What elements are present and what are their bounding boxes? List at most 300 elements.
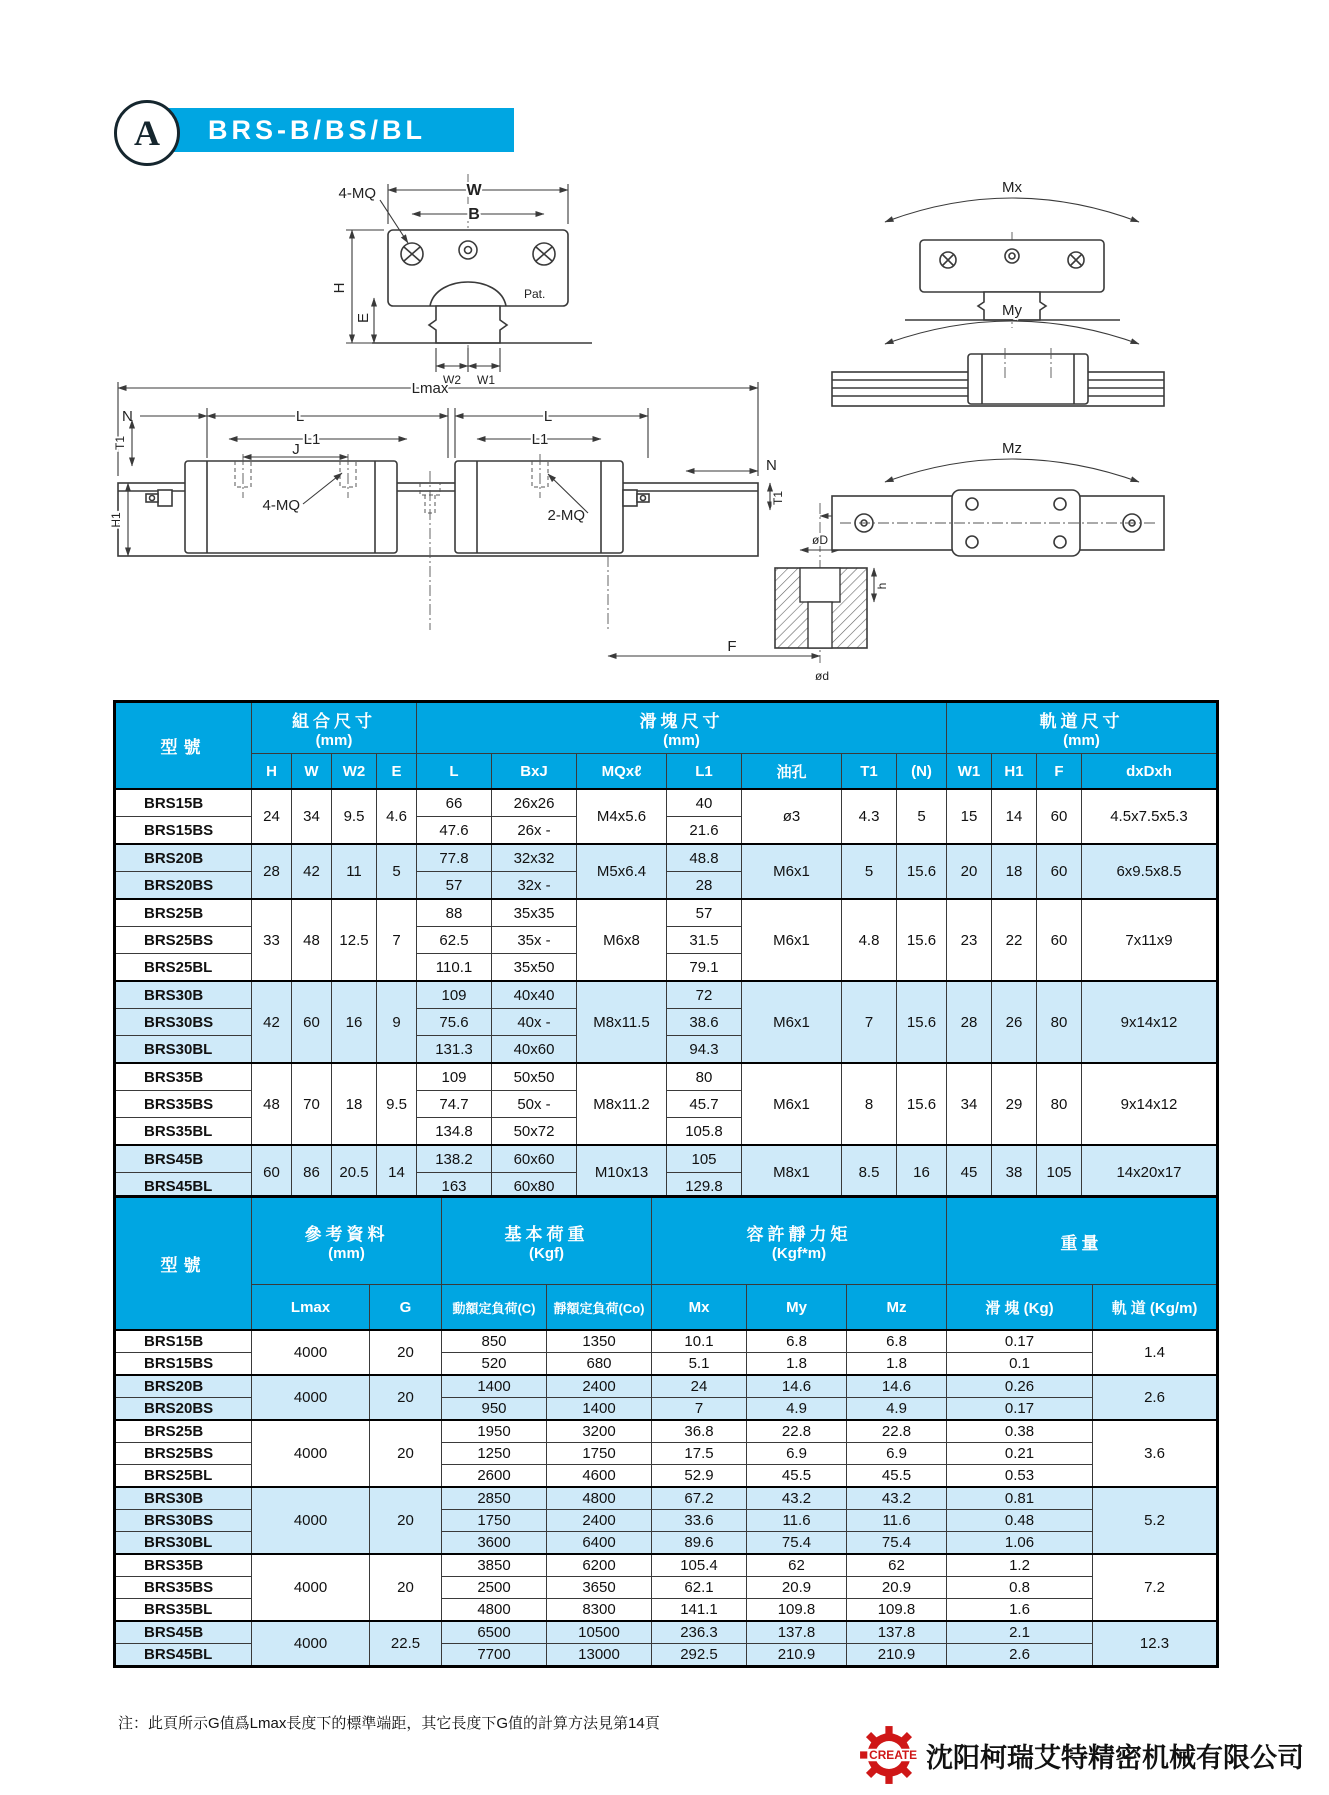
cell: 141.1 bbox=[652, 1599, 747, 1622]
table-row bbox=[115, 1487, 1218, 1510]
group-header-static-moment: 容許靜力矩 (Kgf*m) bbox=[652, 1197, 947, 1285]
cell: 66 bbox=[417, 789, 492, 817]
cell: 48 bbox=[252, 1063, 292, 1145]
cell: 6.8 bbox=[847, 1330, 947, 1353]
cell: M6x1 bbox=[742, 844, 842, 899]
cell: 0.53 bbox=[947, 1465, 1093, 1488]
cell: 5 bbox=[377, 844, 417, 899]
table-row bbox=[115, 1330, 1218, 1353]
cell: 32x - bbox=[492, 872, 577, 900]
cell: 15.6 bbox=[897, 981, 947, 1063]
table-row bbox=[115, 1145, 1218, 1173]
dim-label-l1-right: L1 bbox=[531, 431, 549, 448]
cell: 軌 道 (Kg/m) bbox=[1093, 1285, 1218, 1331]
model-cell: BRS45BL bbox=[115, 1644, 252, 1667]
cell: 7.2 bbox=[1093, 1554, 1218, 1621]
cell: 86 bbox=[292, 1145, 332, 1201]
model-cell: BRS15BS bbox=[115, 1353, 252, 1376]
model-cell: BRS35B bbox=[115, 1063, 252, 1091]
cell: 109 bbox=[417, 1063, 492, 1091]
create-logo-text: CREATE bbox=[869, 1748, 918, 1763]
cell: 1750 bbox=[442, 1510, 547, 1532]
cell: 1.8 bbox=[747, 1353, 847, 1376]
cell: 35x - bbox=[492, 927, 577, 954]
moment-label-mz: Mz bbox=[1002, 440, 1022, 457]
cell: 5 bbox=[897, 789, 947, 844]
cell: 4000 bbox=[252, 1330, 370, 1375]
cell: 42 bbox=[292, 844, 332, 899]
cell: 105.8 bbox=[667, 1118, 742, 1146]
cell: 129.8 bbox=[667, 1173, 742, 1201]
page-title: BRS-B/BS/BL bbox=[208, 115, 426, 145]
cell: 94.3 bbox=[667, 1036, 742, 1064]
cell: 60 bbox=[252, 1145, 292, 1201]
model-cell: BRS20B bbox=[115, 844, 252, 872]
dim-label-4mq-side: 4-MQ bbox=[262, 497, 300, 514]
cell: 14x20x17 bbox=[1082, 1145, 1218, 1201]
cell: 4000 bbox=[252, 1621, 370, 1667]
cell: 32x32 bbox=[492, 844, 577, 872]
cell: M4x5.6 bbox=[577, 789, 667, 844]
cell: 1250 bbox=[442, 1443, 547, 1465]
model-cell: BRS25BS bbox=[115, 1443, 252, 1465]
cell: dxDxh bbox=[1082, 754, 1218, 790]
cell: M8x1 bbox=[742, 1145, 842, 1201]
cell: 1950 bbox=[442, 1420, 547, 1443]
cell: 16 bbox=[897, 1145, 947, 1201]
cell: M6x8 bbox=[577, 899, 667, 981]
moment-label-mx: Mx bbox=[1002, 179, 1022, 196]
dim-label-l-left: L bbox=[295, 408, 305, 425]
model-cell: BRS20BS bbox=[115, 872, 252, 900]
cell: 1.6 bbox=[947, 1599, 1093, 1622]
cell: 105 bbox=[667, 1145, 742, 1173]
cell: 20 bbox=[370, 1330, 442, 1375]
cell: 26x - bbox=[492, 817, 577, 845]
cell: 60 bbox=[1037, 844, 1082, 899]
patent-label: Pat. bbox=[524, 287, 546, 301]
cell: 680 bbox=[547, 1353, 652, 1376]
cell: 26 bbox=[992, 981, 1037, 1063]
cell: 4000 bbox=[252, 1375, 370, 1420]
model-cell: BRS30B bbox=[115, 1487, 252, 1510]
cell: 10.1 bbox=[652, 1330, 747, 1353]
cell: 57 bbox=[667, 899, 742, 927]
cell: 1.4 bbox=[1093, 1330, 1218, 1375]
cell: 80 bbox=[1037, 981, 1082, 1063]
cell: W1 bbox=[947, 754, 992, 790]
cell: 14 bbox=[992, 789, 1037, 844]
cell: 105.4 bbox=[652, 1554, 747, 1577]
dimensions-table bbox=[113, 700, 1219, 1202]
group-header-basic-load: 基本荷重 (Kgf) bbox=[442, 1197, 652, 1285]
cell: BxJ bbox=[492, 754, 577, 790]
cell: 4.8 bbox=[842, 899, 897, 981]
cell: 45.7 bbox=[667, 1091, 742, 1118]
cell: 動額定負荷(C) bbox=[442, 1285, 547, 1331]
cell: 137.8 bbox=[747, 1621, 847, 1644]
cell: L1 bbox=[667, 754, 742, 790]
dim-label-t1-left: T1 bbox=[113, 435, 127, 451]
cell: 20 bbox=[370, 1554, 442, 1621]
model-cell: BRS15BS bbox=[115, 817, 252, 845]
cell: 1.06 bbox=[947, 1532, 1093, 1555]
cell: 0.1 bbox=[947, 1353, 1093, 1376]
cell: 34 bbox=[292, 789, 332, 844]
cell: 4800 bbox=[442, 1599, 547, 1622]
cell: 5.1 bbox=[652, 1353, 747, 1376]
moment-diagrams bbox=[832, 179, 1164, 556]
cell: 22.8 bbox=[847, 1420, 947, 1443]
cell: 8.5 bbox=[842, 1145, 897, 1201]
dim-label-w2: W2 bbox=[443, 373, 461, 387]
cell: E bbox=[377, 754, 417, 790]
cell: 72 bbox=[667, 981, 742, 1009]
cell: 15.6 bbox=[897, 1063, 947, 1145]
cell: 24 bbox=[652, 1375, 747, 1398]
cell: 1350 bbox=[547, 1330, 652, 1353]
cell: 11 bbox=[332, 844, 377, 899]
cell: 89.6 bbox=[652, 1532, 747, 1555]
cell: 20.9 bbox=[847, 1577, 947, 1599]
dim-label-l-right: L bbox=[543, 408, 553, 425]
cell: 3200 bbox=[547, 1420, 652, 1443]
cell: 滑 塊 (Kg) bbox=[947, 1285, 1093, 1331]
cell: 3850 bbox=[442, 1554, 547, 1577]
cell: 4000 bbox=[252, 1420, 370, 1487]
cell: 14.6 bbox=[747, 1375, 847, 1398]
table-row bbox=[115, 1063, 1218, 1091]
model-cell: BRS30BL bbox=[115, 1532, 252, 1555]
cell: 22 bbox=[992, 899, 1037, 981]
table-row bbox=[115, 844, 1218, 872]
cell: 29 bbox=[992, 1063, 1037, 1145]
cell: ø3 bbox=[742, 789, 842, 844]
cell: 109.8 bbox=[747, 1599, 847, 1622]
cell: 10500 bbox=[547, 1621, 652, 1644]
cell: 2850 bbox=[442, 1487, 547, 1510]
cell: 1.2 bbox=[947, 1554, 1093, 1577]
cell: 62 bbox=[847, 1554, 947, 1577]
create-gear-logo bbox=[858, 1724, 920, 1786]
cell: 14.6 bbox=[847, 1375, 947, 1398]
cell: 48 bbox=[292, 899, 332, 981]
cell: 163 bbox=[417, 1173, 492, 1201]
model-cell: BRS20B bbox=[115, 1375, 252, 1398]
dim-label-w1: W1 bbox=[477, 373, 495, 387]
cell: 62 bbox=[747, 1554, 847, 1577]
cell: 2600 bbox=[442, 1465, 547, 1488]
moment-label-my: My bbox=[1002, 302, 1022, 319]
cell: M10x13 bbox=[577, 1145, 667, 1201]
cell: 8300 bbox=[547, 1599, 652, 1622]
cell: Mx bbox=[652, 1285, 747, 1331]
cell: 134.8 bbox=[417, 1118, 492, 1146]
model-cell: BRS25B bbox=[115, 1420, 252, 1443]
cell: 43.2 bbox=[747, 1487, 847, 1510]
model-cell: BRS25B bbox=[115, 899, 252, 927]
cell: W2 bbox=[332, 754, 377, 790]
cell: 13000 bbox=[547, 1644, 652, 1667]
cell: Lmax bbox=[252, 1285, 370, 1331]
cell: 3.6 bbox=[1093, 1420, 1218, 1487]
cell: 7 bbox=[652, 1398, 747, 1421]
model-cell: BRS30BL bbox=[115, 1036, 252, 1064]
dim-label-h: H bbox=[331, 282, 348, 294]
cell: M6x1 bbox=[742, 899, 842, 981]
dim-label-2mq: 2-MQ bbox=[547, 507, 585, 524]
model-cell: BRS25BL bbox=[115, 1465, 252, 1488]
company-name: 沈阳柯瑞艾特精密机械有限公司 bbox=[926, 1742, 1304, 1773]
cell: M5x6.4 bbox=[577, 844, 667, 899]
cell: 20.5 bbox=[332, 1145, 377, 1201]
cell: 77.8 bbox=[417, 844, 492, 872]
model-cell: BRS30BS bbox=[115, 1009, 252, 1036]
cell: 20 bbox=[370, 1375, 442, 1420]
cell: 1400 bbox=[547, 1398, 652, 1421]
cell: 28 bbox=[947, 981, 992, 1063]
cell: 4.9 bbox=[747, 1398, 847, 1421]
table-row bbox=[115, 981, 1218, 1009]
cell: 7x11x9 bbox=[1082, 899, 1218, 981]
cell: 6400 bbox=[547, 1532, 652, 1555]
cell: 210.9 bbox=[747, 1644, 847, 1667]
cell: 7 bbox=[377, 899, 417, 981]
load-weight-table bbox=[113, 1195, 1219, 1668]
cell: 18 bbox=[332, 1063, 377, 1145]
cell: 0.38 bbox=[947, 1420, 1093, 1443]
cell: 109 bbox=[417, 981, 492, 1009]
cell: W bbox=[292, 754, 332, 790]
cell: 9.5 bbox=[332, 789, 377, 844]
cell: 20 bbox=[947, 844, 992, 899]
cell: 38.6 bbox=[667, 1009, 742, 1036]
cell: 28 bbox=[667, 872, 742, 900]
model-cell: BRS30B bbox=[115, 981, 252, 1009]
cell: 38 bbox=[992, 1145, 1037, 1201]
model-column-header: 型號 bbox=[115, 702, 252, 790]
cell: 2.1 bbox=[947, 1621, 1093, 1644]
dim-label-t1-right: T1 bbox=[771, 490, 785, 506]
cell: 34 bbox=[947, 1063, 992, 1145]
cell: 7700 bbox=[442, 1644, 547, 1667]
cell: 850 bbox=[442, 1330, 547, 1353]
cell: 0.17 bbox=[947, 1398, 1093, 1421]
dim-label-lmax: Lmax bbox=[411, 380, 449, 397]
cell: 50x - bbox=[492, 1091, 577, 1118]
cell: 0.21 bbox=[947, 1443, 1093, 1465]
cell: 3650 bbox=[547, 1577, 652, 1599]
cell: 靜額定負荷(Co) bbox=[547, 1285, 652, 1331]
dim-label-n-right: N bbox=[766, 457, 777, 474]
cell: 6200 bbox=[547, 1554, 652, 1577]
cell: 210.9 bbox=[847, 1644, 947, 1667]
footnote: 注：此頁所示G值爲Lmax長度下的標準端距，其它長度下G值的計算方法見第14頁 bbox=[118, 1715, 660, 1732]
cell: 79.1 bbox=[667, 954, 742, 982]
cell: 60x60 bbox=[492, 1145, 577, 1173]
cell: 45 bbox=[947, 1145, 992, 1201]
cell: My bbox=[747, 1285, 847, 1331]
cell: Mz bbox=[847, 1285, 947, 1331]
cell: 60x80 bbox=[492, 1173, 577, 1201]
cell: 50x50 bbox=[492, 1063, 577, 1091]
dim-label-phiD: øD bbox=[812, 533, 828, 547]
cell: 110.1 bbox=[417, 954, 492, 982]
cell: 1750 bbox=[547, 1443, 652, 1465]
cell: 45.5 bbox=[747, 1465, 847, 1488]
cell: 12.3 bbox=[1093, 1621, 1218, 1667]
cell: 0.81 bbox=[947, 1487, 1093, 1510]
cell: 40 bbox=[667, 789, 742, 817]
cell: 4.9 bbox=[847, 1398, 947, 1421]
model-cell: BRS45B bbox=[115, 1621, 252, 1644]
cell: 33 bbox=[252, 899, 292, 981]
cell: 2.6 bbox=[947, 1644, 1093, 1667]
cell: 5 bbox=[842, 844, 897, 899]
cell: 2400 bbox=[547, 1375, 652, 1398]
model-cell: BRS25BL bbox=[115, 954, 252, 982]
cell: 62.5 bbox=[417, 927, 492, 954]
cell: 80 bbox=[667, 1063, 742, 1091]
model-cell: BRS20BS bbox=[115, 1398, 252, 1421]
cell: 80 bbox=[1037, 1063, 1082, 1145]
cell: 11.6 bbox=[847, 1510, 947, 1532]
table-row bbox=[115, 1420, 1218, 1443]
cell: 36.8 bbox=[652, 1420, 747, 1443]
cell: (N) bbox=[897, 754, 947, 790]
cell: 138.2 bbox=[417, 1145, 492, 1173]
cell: 17.5 bbox=[652, 1443, 747, 1465]
table-row bbox=[115, 1375, 1218, 1398]
cell: G bbox=[370, 1285, 442, 1331]
cell: 21.6 bbox=[667, 817, 742, 845]
group-header-weight: 重量 bbox=[947, 1197, 1218, 1285]
cell: 33.6 bbox=[652, 1510, 747, 1532]
model-cell: BRS35BL bbox=[115, 1599, 252, 1622]
cell: 3600 bbox=[442, 1532, 547, 1555]
cell: 9x14x12 bbox=[1082, 981, 1218, 1063]
cell: 109.8 bbox=[847, 1599, 947, 1622]
cell: L bbox=[417, 754, 492, 790]
cell: 75.4 bbox=[747, 1532, 847, 1555]
table-row bbox=[115, 899, 1218, 927]
dim-label-phid: ød bbox=[814, 669, 830, 683]
cell: 15.6 bbox=[897, 899, 947, 981]
cell: 75.6 bbox=[417, 1009, 492, 1036]
side-view-drawing bbox=[109, 380, 889, 683]
cell: 105 bbox=[1037, 1145, 1082, 1201]
cell: 11.6 bbox=[747, 1510, 847, 1532]
cell: 60 bbox=[1037, 899, 1082, 981]
cell: 31.5 bbox=[667, 927, 742, 954]
cell: 57 bbox=[417, 872, 492, 900]
cell: 43.2 bbox=[847, 1487, 947, 1510]
cell: 9x14x12 bbox=[1082, 1063, 1218, 1145]
cell: 20 bbox=[370, 1420, 442, 1487]
cell: 20.9 bbox=[747, 1577, 847, 1599]
dim-label-hole-h: h bbox=[875, 582, 889, 590]
cell: 4.6 bbox=[377, 789, 417, 844]
cell: 6.9 bbox=[747, 1443, 847, 1465]
cell: 9.5 bbox=[377, 1063, 417, 1145]
cell: 6500 bbox=[442, 1621, 547, 1644]
dim-label-e: E bbox=[355, 312, 372, 324]
cell: 14 bbox=[377, 1145, 417, 1201]
cell: 4.3 bbox=[842, 789, 897, 844]
cell: H1 bbox=[992, 754, 1037, 790]
cell: M6x1 bbox=[742, 981, 842, 1063]
model-cell: BRS45BL bbox=[115, 1173, 252, 1201]
cell: 18 bbox=[992, 844, 1037, 899]
table-row bbox=[115, 1621, 1218, 1644]
cell: 26x26 bbox=[492, 789, 577, 817]
cell: 22.8 bbox=[747, 1420, 847, 1443]
table-row bbox=[115, 1554, 1218, 1577]
cell: F bbox=[1037, 754, 1082, 790]
model-cell: BRS15B bbox=[115, 789, 252, 817]
cell: 1.8 bbox=[847, 1353, 947, 1376]
cell: 12.5 bbox=[332, 899, 377, 981]
cell: 油孔 bbox=[742, 754, 842, 790]
cell: 9 bbox=[377, 981, 417, 1063]
cell: 950 bbox=[442, 1398, 547, 1421]
model-column-header: 型號 bbox=[115, 1197, 252, 1331]
table-row bbox=[115, 789, 1218, 817]
cell: 2500 bbox=[442, 1577, 547, 1599]
cell: 40x - bbox=[492, 1009, 577, 1036]
cell: 0.17 bbox=[947, 1330, 1093, 1353]
cell: 40x60 bbox=[492, 1036, 577, 1064]
cell: 75.4 bbox=[847, 1532, 947, 1555]
brand-logo-letter: A bbox=[134, 113, 160, 153]
cell: 50x72 bbox=[492, 1118, 577, 1146]
technical-drawings bbox=[0, 158, 1329, 700]
cell: 15 bbox=[947, 789, 992, 844]
cell: 292.5 bbox=[652, 1644, 747, 1667]
cell: 42 bbox=[252, 981, 292, 1063]
model-cell: BRS15B bbox=[115, 1330, 252, 1353]
cell: 236.3 bbox=[652, 1621, 747, 1644]
cell: 131.3 bbox=[417, 1036, 492, 1064]
cell: MQxℓ bbox=[577, 754, 667, 790]
model-cell: BRS35B bbox=[115, 1554, 252, 1577]
cell: 40x40 bbox=[492, 981, 577, 1009]
cell: 5.2 bbox=[1093, 1487, 1218, 1554]
dim-label-b: B bbox=[468, 206, 480, 223]
cell: 70 bbox=[292, 1063, 332, 1145]
dim-label-n-left: N bbox=[122, 408, 133, 425]
cell: 60 bbox=[292, 981, 332, 1063]
cell: 60 bbox=[1037, 789, 1082, 844]
cell: 1400 bbox=[442, 1375, 547, 1398]
dim-label-4mq: 4-MQ bbox=[338, 185, 376, 202]
cell: 35x50 bbox=[492, 954, 577, 982]
dim-label-w: W bbox=[466, 182, 482, 199]
model-cell: BRS35BS bbox=[115, 1091, 252, 1118]
cell: 22.5 bbox=[370, 1621, 442, 1667]
dim-label-j: J bbox=[292, 441, 300, 458]
dim-label-h1: H1 bbox=[109, 512, 123, 528]
cell: 137.8 bbox=[847, 1621, 947, 1644]
model-cell: BRS35BL bbox=[115, 1118, 252, 1146]
cell: 6x9.5x8.5 bbox=[1082, 844, 1218, 899]
group-header-rail: 軌道尺寸 (mm) bbox=[947, 702, 1218, 754]
cell: 47.6 bbox=[417, 817, 492, 845]
cell: 48.8 bbox=[667, 844, 742, 872]
cell: 28 bbox=[252, 844, 292, 899]
front-view-drawing bbox=[331, 174, 592, 387]
cell: 520 bbox=[442, 1353, 547, 1376]
